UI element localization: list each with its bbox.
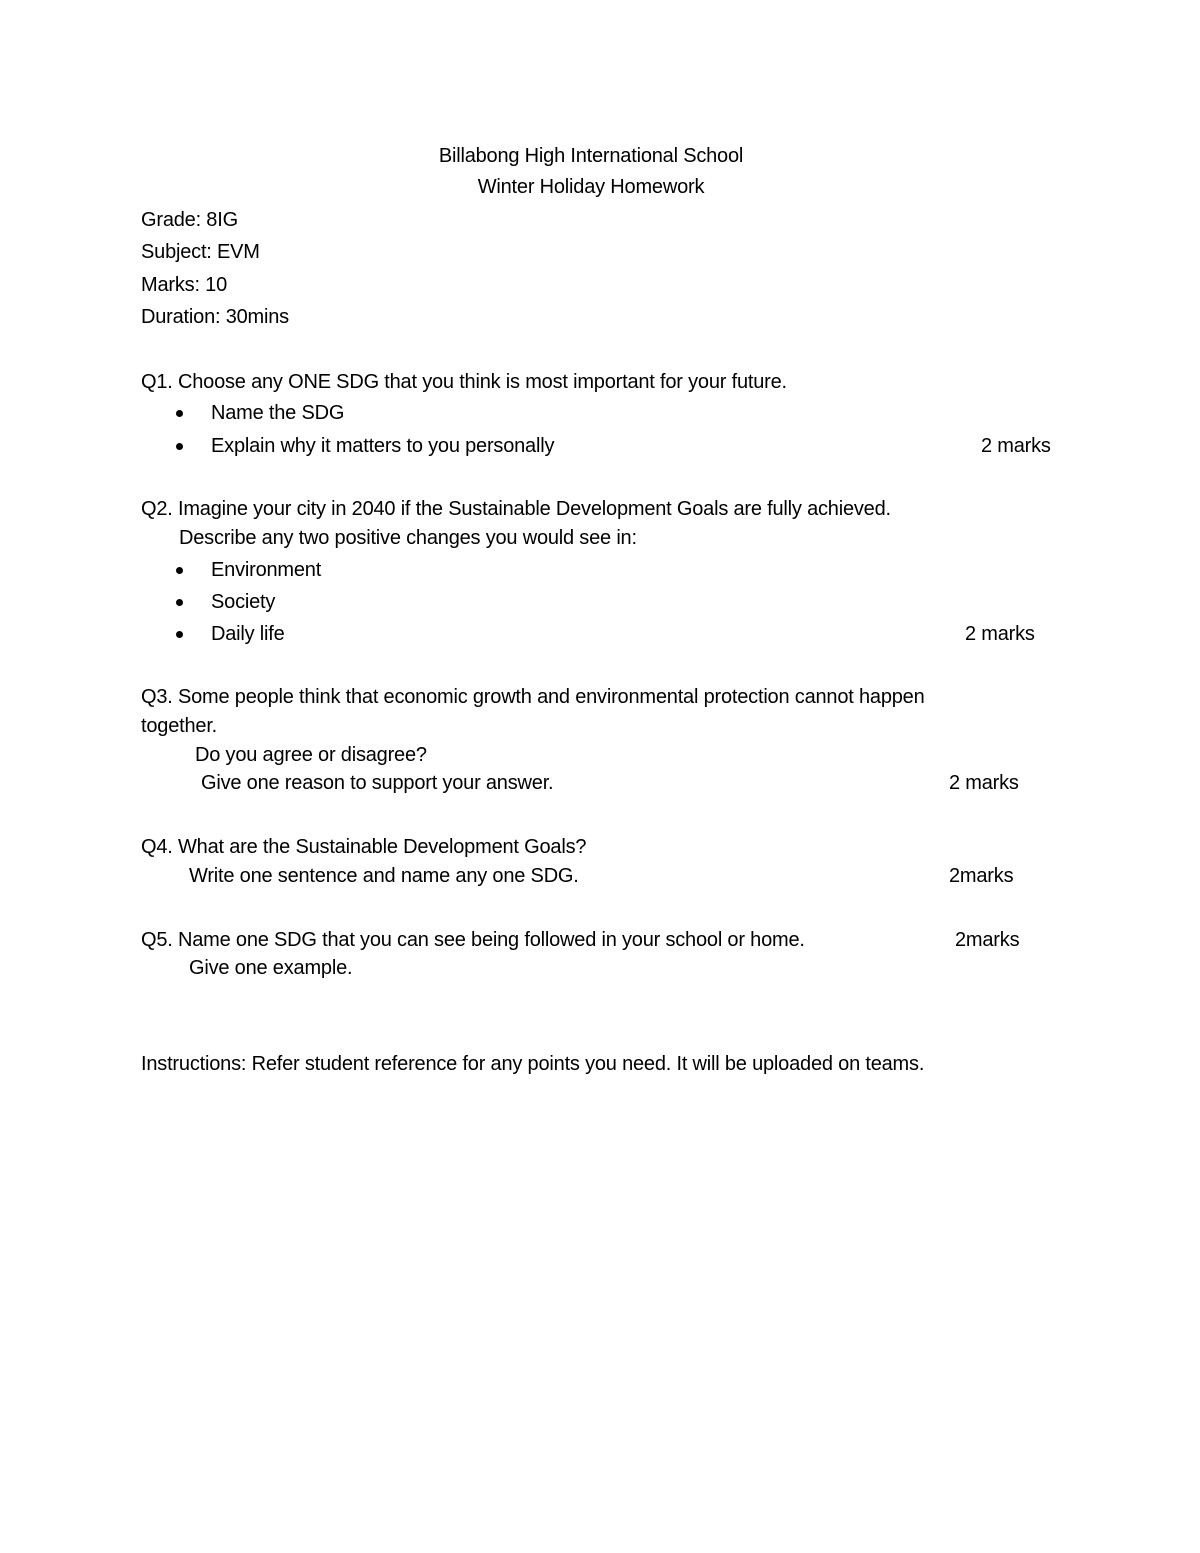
question-4-text: Q4. What are the Sustainable Development Goals?	[141, 836, 587, 858]
bullet-icon	[176, 599, 183, 606]
school-name: Billabong High International School	[438, 145, 744, 167]
bullet-icon	[176, 410, 183, 417]
question-3-text: Give one reason to support your answer.	[201, 772, 554, 794]
question-2-bullet: Daily life	[211, 623, 285, 645]
question-1-bullet: Name the SDG	[211, 402, 345, 424]
bullet-icon	[176, 443, 183, 450]
subject-line: Subject: EVM	[141, 241, 260, 263]
question-5-marks: 2marks	[955, 929, 1020, 951]
instructions: Instructions: Refer student reference for any points you need. It will be uploaded on teams.	[141, 1053, 925, 1075]
question-2-bullet: Environment	[211, 559, 322, 581]
question-2-marks: 2 marks	[965, 623, 1035, 645]
question-2-text: Describe any two positive changes you would see in:	[179, 527, 637, 549]
question-4-text: Write one sentence and name any one SDG.	[189, 865, 579, 887]
question-1-text: Q1. Choose any ONE SDG that you think is most important for your future.	[141, 371, 787, 393]
question-2-text: Q2. Imagine your city in 2040 if the Sustainable Development Goals are fully achieved.	[141, 498, 891, 520]
question-3-text: Q3. Some people think that economic growth and environmental protection cannot happen	[141, 686, 925, 708]
question-5-text: Q5. Name one SDG that you can see being followed in your school or home.	[141, 929, 805, 951]
question-1-marks: 2 marks	[981, 435, 1051, 457]
question-3-marks: 2 marks	[949, 772, 1019, 794]
question-4-marks: 2marks	[949, 865, 1014, 887]
bullet-icon	[176, 567, 183, 574]
bullet-icon	[176, 631, 183, 638]
grade-line: Grade: 8IG	[141, 209, 238, 231]
duration-line: Duration: 30mins	[141, 306, 289, 328]
question-2-bullet: Society	[211, 591, 276, 613]
question-5-text: Give one example.	[189, 957, 353, 979]
document-title: Winter Holiday Homework	[477, 176, 705, 198]
question-3-text: together.	[141, 715, 218, 737]
question-1-bullet: Explain why it matters to you personally	[211, 435, 555, 457]
marks-line: Marks: 10	[141, 274, 228, 296]
question-3-text: Do you agree or disagree?	[195, 744, 427, 766]
